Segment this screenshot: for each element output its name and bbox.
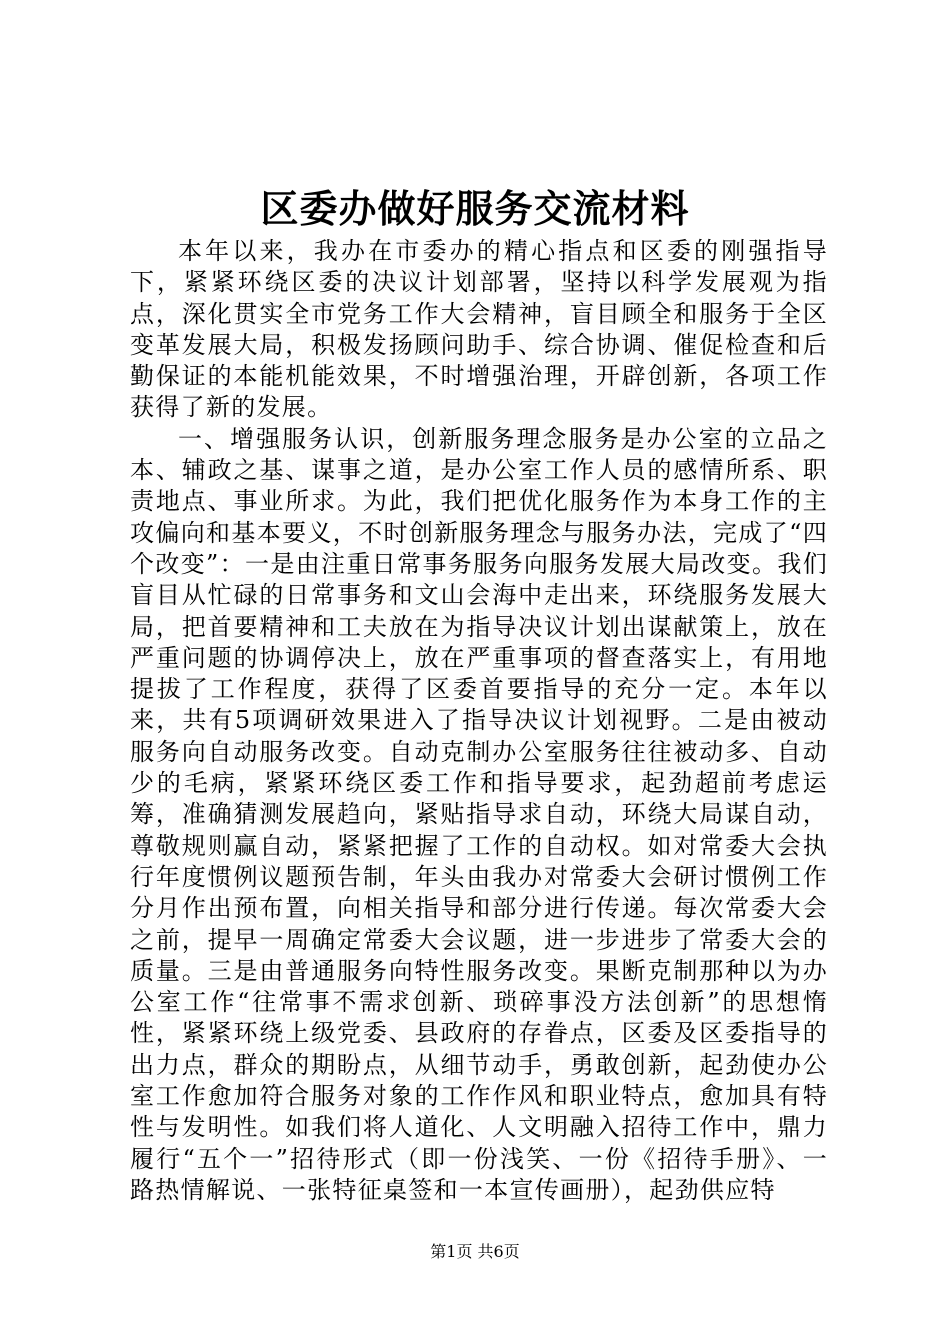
paragraph-intro: 本年以来，我办在市委办的精心指点和区委的刚强指导下，紧紧环绕区委的决议计划部署，坚持以科学发展观为指点，深化贯实全市党务工作大会精神，盲目顾全和服务于全区变革发展大局，积极发扬顾问助手、综合协调、催促检查和后勤保证的本能机能效果，不时增强治理，开辟创新，各项工作获得了新的发展。 [130,237,828,422]
paragraph-section-1: 一、增强服务认识，创新服务理念服务是办公室的立品之本、辅政之基、谋事之道，是办公室工作人员的感情所系、职责地点、事业所求。为此，我们把优化服务作为本身工作的主攻偏向和基本要义，不时创新服务理念与服务办法，完成了“四个改变”：一是由注重日常事务服务向服务发展大局改变。我们盲目从忙碌的日常事务和文山会海中走出来，环绕服务发展大局，把首要精神和工夫放在为指导决议计划出谋献策上，放在严重问题的协调停决上，放在严重事项的督查落实上，有用地提拔了工作程度，获得了区委首要指导的充分一定。本年以来，共有5项调研效果进入了指导决议计划视野。二是由被动服务向自动服务改变。自动克制办公室服务往往被动多、自动少的毛病，紧紧环绕区委工作和指导要求，起劲超前考虑运筹，准确猜测发展趋向，紧贴指导求自动，环绕大局谋自动，尊敬规则赢自动，紧紧把握了工作的自动权。如对常委大会执行年度惯例议题预告制，年头由我办对常委大会研讨惯例工作分月作出预布置，向相关指导和部分进行传递。每次常委大会之前，提早一周确定常委大会议题，进一步进步了常委大会的质量。三是由普通服务向特性服务改变。果断克制那种以为办公室工作“往常事不需求创新、琐碎事没方法创新”的思想惰性，紧紧环绕上级党委、县政府的存眷点，区委及区委指导的出力点，群众的期盼点，从细节动手，勇敢创新，起劲使办公室工作愈加符合服务对象的工作作风和职业特点，愈加具有特性与发明性。如我们将人道化、人文明融入招待工作中，鼎力履行“五个一”招待形式（即一份浅笑、一份《招待手册》、一路热情解说、一张特征桌签和一本宣传画册），起劲供应特 [130,424,828,1204]
document-title: 区委办做好服务交流材料 [260,186,690,231]
document-body [130,236,828,1206]
page-number: 第1页 共6页 [430,1242,520,1261]
